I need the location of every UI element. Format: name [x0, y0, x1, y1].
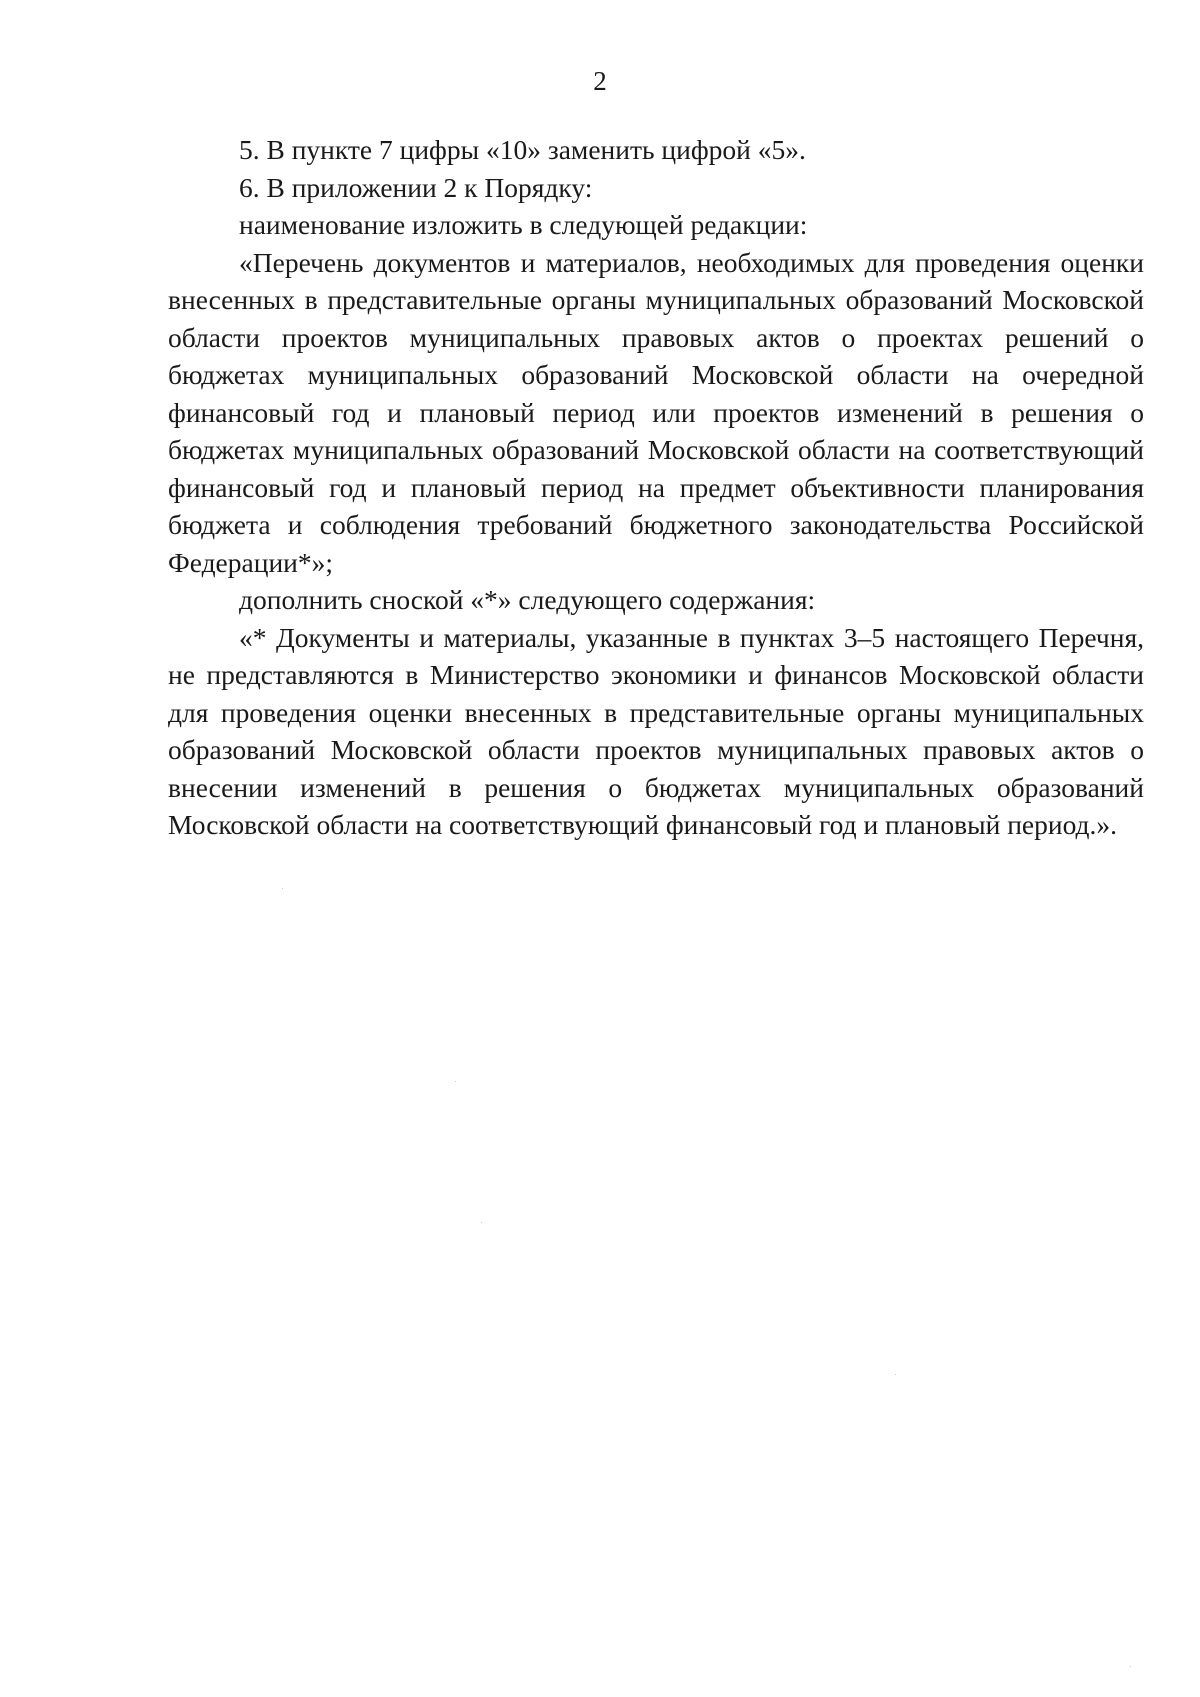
scan-speck	[282, 888, 283, 889]
scan-speck	[1130, 1666, 1131, 1667]
scan-speck	[455, 1081, 456, 1082]
scan-speck	[895, 1374, 896, 1375]
scan-speck	[481, 1222, 482, 1223]
paragraph-footnote-text: «* Документы и материалы, указанные в пунктах 3–5 настоящего Перечня, не представляются в Министерство экономики и финансов Московской области для проведения оценки внесенных в представительные органы муниципальных образований Московской области проектов муниципальных правовых актов о внесении изменений в решения о бюджетах муниципальных образований Московской области на соответствующий финансовый год и плановый период.».	[168, 621, 1144, 840]
document-body	[168, 131, 1144, 844]
paragraph-new-title: «Перечень документов и материалов, необходимых для проведения оценки внесенных в представительные органы муниципальных образований Московской области проектов муниципальных правовых актов о проектах решений о бюджетах муниципальных образований Московской области на очередной финансовый год и плановый период или проектов изменений в решения о бюджетах муниципальных образований Московской области на соответствующий финансовый год и плановый период на предмет объективности планирования бюджета и соблюдения требований бюджетного законодательства Российской Федерации*»;	[168, 246, 1144, 578]
paragraph-title-instruction: наименование изложить в следующей редакции:	[239, 209, 808, 240]
paragraph-footnote-instruction: дополнить сноской «*» следующего содержания:	[239, 584, 816, 615]
paragraph-item-6: 6. В приложении 2 к Порядку:	[239, 171, 593, 203]
page-number: 2	[593, 66, 607, 96]
paragraph-item-5: 5. В пункте 7 цифры «10» заменить цифрой «5».	[239, 134, 806, 165]
